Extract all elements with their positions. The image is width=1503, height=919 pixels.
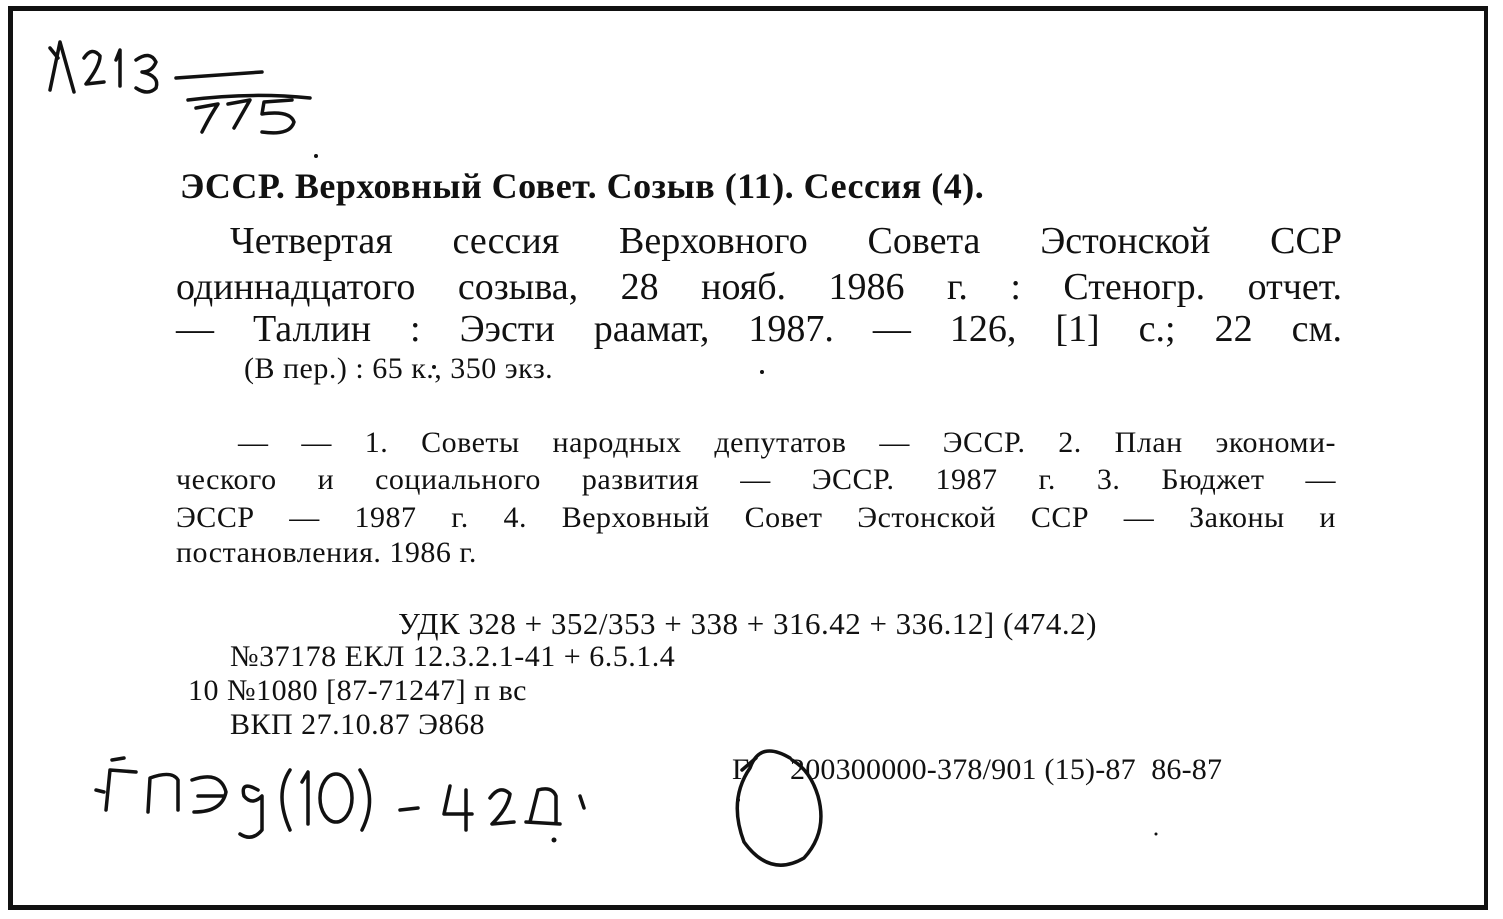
title-line: Четвертая сессия Верховного Совета Эстонской ССР — [230, 220, 1342, 262]
index-code: 200300000-378/901 (15)-87 86-87 — [790, 753, 1223, 786]
udk-code: УДК 328 + 352/353 + 338 + 316.42 + 336.12] (474.2) — [398, 606, 1097, 641]
title-line: одиннадцатого созыва, 28 нояб. 1986 г. : Стеногр. отчет. — [176, 266, 1342, 308]
title-line: — Таллин : Ээсти раамат, 1987. — 126, [1] с.; 22 см. — [176, 308, 1342, 350]
ekl-code: №37178 ЕКЛ 12.3.2.1-41 + 6.5.1.4 — [230, 640, 676, 673]
subject-line: ческого и социального развития — ЭССР. 1987 г. 3. Бюджет — — [176, 463, 1336, 496]
subject-line: — — 1. Советы народных депутатов — ЭССР. 2. План экономи- — [238, 426, 1336, 459]
handwritten-note — [96, 758, 584, 837]
price-line: (В пер.) : 65 к., 350 экз. — [244, 352, 554, 385]
handwritten-shelf-mark — [50, 42, 310, 133]
card-heading: ЭССР. Верховный Совет. Созыв (11). Сессия (4). — [180, 166, 985, 206]
index-prefix: Г — [732, 753, 750, 786]
subject-line: ЭССР — 1987 г. 4. Верховный Совет Эстонской ССР — Законы и — [176, 501, 1336, 534]
subject-line: постановления. 1986 г. — [176, 536, 477, 569]
vkp-date: ВКП 27.10.87 Э868 — [230, 708, 485, 741]
registration-number: 10 №1080 [87-71247] п вс — [188, 674, 527, 707]
